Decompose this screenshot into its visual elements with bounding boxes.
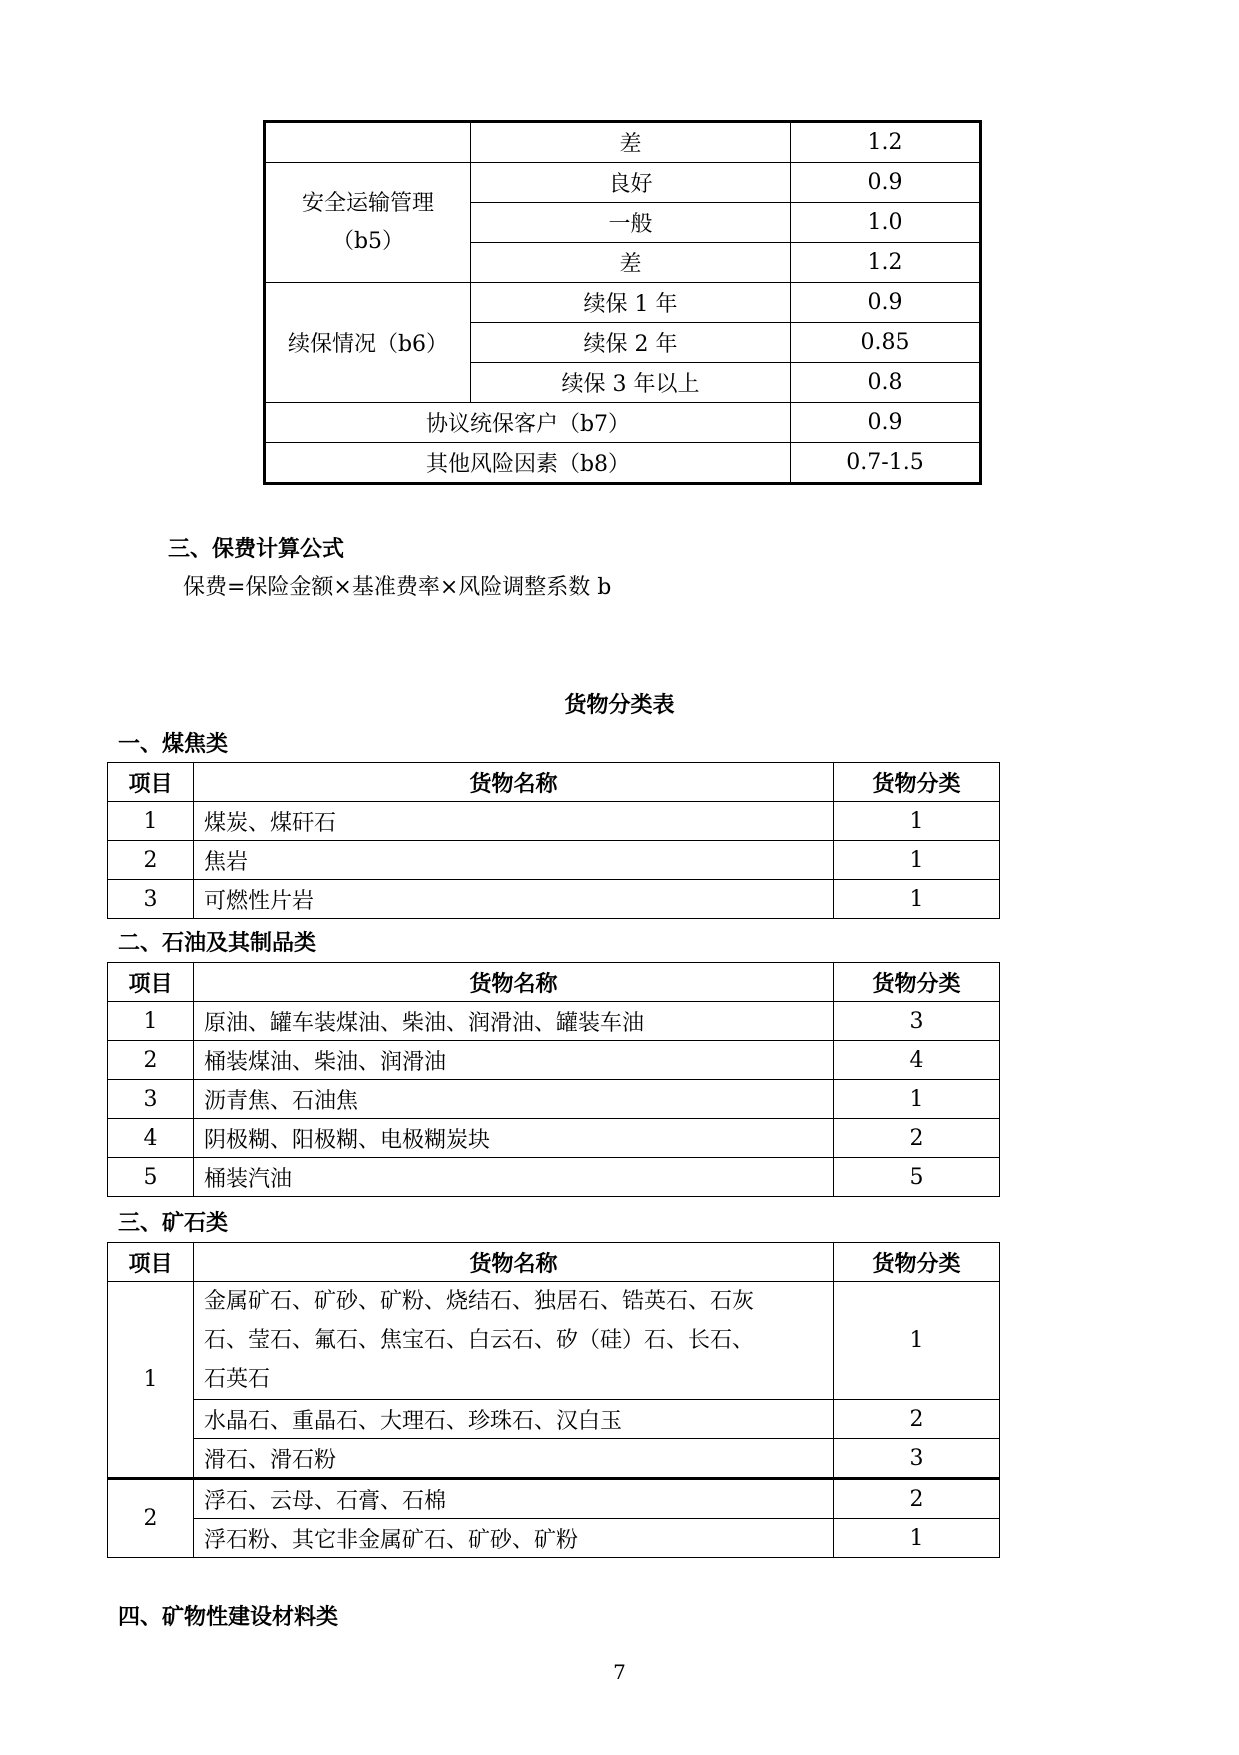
item-cell: 5	[108, 1158, 194, 1197]
item-cell: 3	[108, 880, 194, 919]
name-cell: 焦岩	[194, 841, 834, 880]
class-cell: 3	[834, 1439, 1000, 1479]
section-heading-mineral-building-materials: 四、矿物性建设材料类	[118, 1605, 339, 1630]
cargo-table-title: 货物分类表	[564, 693, 675, 718]
factor-cell: 续保情况（b6）	[265, 283, 471, 403]
level-cell: 差	[471, 122, 791, 163]
table-row	[108, 1519, 1000, 1558]
section-heading-premium-formula: 三、保费计算公式	[168, 537, 345, 562]
table-row	[265, 283, 981, 323]
name-cell: 浮石、云母、石膏、石棉	[194, 1479, 834, 1519]
table-row	[265, 122, 981, 163]
table-row	[108, 1158, 1000, 1197]
coefficient-cell: 0.8	[791, 363, 981, 403]
column-header-class: 货物分类	[834, 963, 1000, 1002]
name-cell: 桶装煤油、柴油、润滑油	[194, 1041, 834, 1080]
column-header-name: 货物名称	[194, 763, 834, 802]
table-row	[108, 1119, 1000, 1158]
level-cell: 续保 2 年	[471, 323, 791, 363]
column-header-item: 项目	[108, 963, 194, 1002]
item-cell: 2	[108, 1479, 194, 1558]
table-row	[265, 403, 981, 443]
coefficient-cell: 0.85	[791, 323, 981, 363]
coefficient-cell: 0.9	[791, 283, 981, 323]
item-cell: 1	[108, 1282, 194, 1479]
table-row	[108, 1400, 1000, 1439]
class-cell: 4	[834, 1041, 1000, 1080]
item-cell: 1	[108, 1002, 194, 1041]
class-cell: 1	[834, 1519, 1000, 1558]
risk-adjustment-table	[263, 120, 982, 485]
table-row	[108, 1439, 1000, 1479]
name-cell: 水晶石、重晶石、大理石、珍珠石、汉白玉	[194, 1400, 834, 1439]
factor-cell: 安全运输管理 （b5）	[265, 163, 471, 283]
column-header-name: 货物名称	[194, 1243, 834, 1282]
level-cell: 一般	[471, 203, 791, 243]
name-cell: 沥青焦、石油焦	[194, 1080, 834, 1119]
table-row	[108, 802, 1000, 841]
name-cell: 原油、罐车装煤油、柴油、润滑油、罐装车油	[194, 1002, 834, 1041]
coefficient-cell: 1.0	[791, 203, 981, 243]
class-cell: 1	[834, 1080, 1000, 1119]
name-line: 石英石	[204, 1367, 271, 1392]
table-row	[108, 880, 1000, 919]
coal-table	[107, 762, 1000, 919]
name-cell: 桶装汽油	[194, 1158, 834, 1197]
class-cell: 3	[834, 1002, 1000, 1041]
section-heading-oil: 二、石油及其制品类	[118, 931, 317, 956]
table-header-row	[108, 1243, 1000, 1282]
table-row	[108, 1002, 1000, 1041]
class-cell: 1	[834, 802, 1000, 841]
page-number: 7	[613, 1660, 626, 1684]
table-header-row	[108, 763, 1000, 802]
name-line: 金属矿石、矿砂、矿粉、烧结石、独居石、锆英石、石灰	[204, 1289, 755, 1314]
section-heading-coal: 一、煤焦类	[118, 732, 229, 757]
column-header-class: 货物分类	[834, 1243, 1000, 1282]
column-header-class: 货物分类	[834, 763, 1000, 802]
factor-cell	[265, 122, 471, 163]
class-cell: 1	[834, 841, 1000, 880]
table-row	[265, 163, 981, 203]
table-row	[265, 443, 981, 484]
coefficient-cell: 0.9	[791, 163, 981, 203]
oil-table	[107, 962, 1000, 1197]
class-cell: 2	[834, 1479, 1000, 1519]
table-row	[108, 1041, 1000, 1080]
coefficient-cell: 1.2	[791, 243, 981, 283]
section-heading-ore: 三、矿石类	[118, 1211, 229, 1236]
column-header-name: 货物名称	[194, 963, 834, 1002]
table-row	[108, 1282, 1000, 1400]
table-header-row	[108, 963, 1000, 1002]
level-cell: 差	[471, 243, 791, 283]
table-row	[108, 1479, 1000, 1519]
name-cell: 可燃性片岩	[194, 880, 834, 919]
level-cell: 良好	[471, 163, 791, 203]
name-cell: 滑石、滑石粉	[194, 1439, 834, 1479]
column-header-item: 项目	[108, 1243, 194, 1282]
table-row	[108, 1080, 1000, 1119]
name-line: 石、莹石、氟石、焦宝石、白云石、矽（硅）石、长石、	[204, 1328, 755, 1353]
coefficient-cell: 1.2	[791, 122, 981, 163]
coefficient-cell: 0.9	[791, 403, 981, 443]
ore-table	[107, 1242, 1000, 1558]
item-cell: 4	[108, 1119, 194, 1158]
factor-cell: 其他风险因素（b8）	[265, 443, 791, 484]
item-cell: 2	[108, 841, 194, 880]
level-cell: 续保 1 年	[471, 283, 791, 323]
level-cell: 续保 3 年以上	[471, 363, 791, 403]
name-cell	[194, 1282, 834, 1400]
name-cell: 浮石粉、其它非金属矿石、矿砂、矿粉	[194, 1519, 834, 1558]
name-cell: 阴极糊、阳极糊、电极糊炭块	[194, 1119, 834, 1158]
item-cell: 2	[108, 1041, 194, 1080]
table-row	[108, 841, 1000, 880]
class-cell: 1	[834, 1282, 1000, 1400]
coefficient-cell: 0.7-1.5	[791, 443, 981, 484]
class-cell: 1	[834, 880, 1000, 919]
class-cell: 2	[834, 1119, 1000, 1158]
item-cell: 3	[108, 1080, 194, 1119]
name-cell: 煤炭、煤矸石	[194, 802, 834, 841]
class-cell: 5	[834, 1158, 1000, 1197]
premium-formula: 保费=保险金额×基准费率×风险调整系数 b	[183, 575, 612, 600]
item-cell: 1	[108, 802, 194, 841]
class-cell: 2	[834, 1400, 1000, 1439]
column-header-item: 项目	[108, 763, 194, 802]
factor-cell: 协议统保客户（b7）	[265, 403, 791, 443]
